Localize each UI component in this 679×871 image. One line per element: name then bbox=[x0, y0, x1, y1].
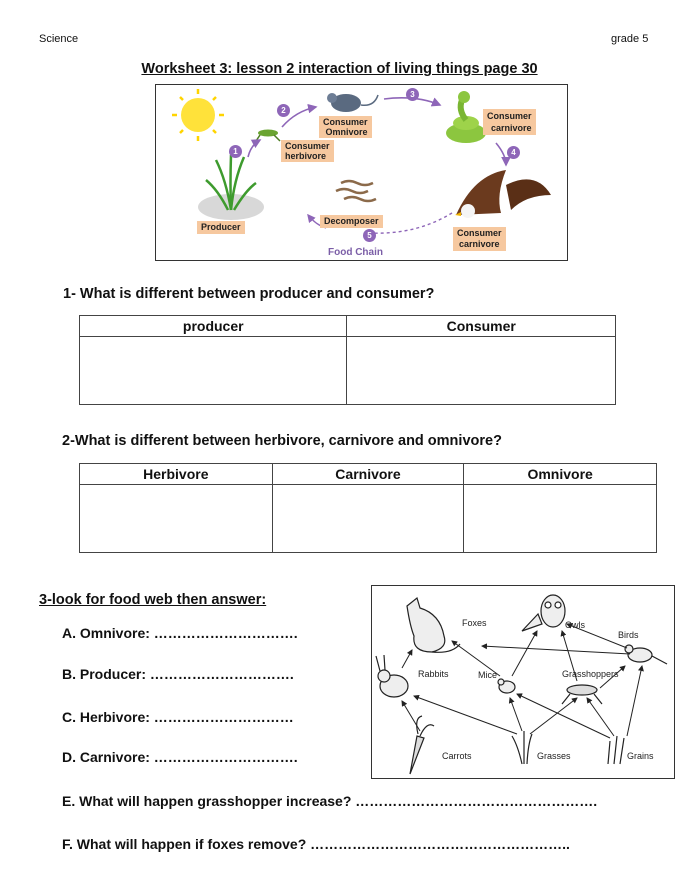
worksheet-title: Worksheet 3: lesson 2 interaction of living things page 30 bbox=[141, 61, 538, 77]
answer-c-herbivore: C. Herbivore: ………………………… bbox=[62, 709, 294, 725]
consumer-omnivore-label bbox=[319, 116, 372, 138]
web-label-rabbits: Rabbits bbox=[418, 669, 449, 679]
q2-answer-omnivore[interactable] bbox=[464, 485, 657, 553]
subject-label: Science bbox=[39, 33, 79, 45]
grass-icon bbox=[512, 731, 532, 764]
food-web-figure bbox=[371, 585, 675, 779]
fox-icon bbox=[407, 598, 460, 652]
question-2: 2-What is different between herbivore, carnivore and omnivore? bbox=[62, 433, 502, 449]
grasshopper-icon bbox=[256, 130, 280, 142]
grain-icon bbox=[608, 736, 624, 764]
producer-label: Producer bbox=[197, 221, 245, 234]
food-chain-caption: Food Chain bbox=[328, 247, 383, 258]
web-label-grains: Grains bbox=[627, 751, 654, 761]
web-label-foxes: Foxes bbox=[462, 618, 487, 628]
carrot-icon bbox=[410, 716, 434, 774]
web-label-mice: Mice bbox=[478, 670, 498, 680]
mouse-icon bbox=[498, 679, 515, 693]
consumer-carnivore-2-line2: carnivore bbox=[458, 239, 500, 249]
food-web-drawing bbox=[372, 586, 674, 778]
consumer-omnivore-line1: Consumer bbox=[323, 117, 368, 127]
bird-icon bbox=[625, 645, 667, 664]
q2-answer-carnivore[interactable] bbox=[272, 485, 464, 553]
rabbit-icon bbox=[376, 655, 408, 697]
q1-answer-consumer[interactable] bbox=[347, 337, 616, 405]
question-e-grasshopper: E. What will happen grasshopper increase? ……………………………………………. bbox=[62, 793, 598, 809]
web-label-carrots: Carrots bbox=[442, 751, 472, 761]
q1-header-producer: producer bbox=[80, 316, 347, 337]
worms-icon bbox=[336, 181, 376, 201]
snake-icon bbox=[446, 91, 486, 143]
answer-d-carnivore: D. Carnivore: …………………………. bbox=[62, 749, 298, 765]
eagle-icon bbox=[455, 170, 551, 218]
step-1-badge: 1 bbox=[229, 145, 242, 158]
food-chain-figure bbox=[155, 84, 568, 261]
decomposer-label: Decomposer bbox=[320, 215, 383, 228]
step-4-badge: 4 bbox=[507, 146, 520, 159]
consumer-carnivore-line1: Consumer bbox=[487, 111, 532, 121]
grass-icon bbox=[198, 155, 264, 220]
step-5-badge: 5 bbox=[363, 229, 376, 242]
q2-header-carnivore: Carnivore bbox=[272, 464, 464, 485]
q2-header-herbivore: Herbivore bbox=[80, 464, 273, 485]
web-label-owls: Owls bbox=[565, 620, 585, 630]
answer-b-producer: B. Producer: …………………………. bbox=[62, 666, 294, 682]
owl-icon bbox=[522, 595, 565, 631]
consumer-herbivore-line1: Consumer bbox=[285, 141, 330, 151]
sun-icon bbox=[172, 89, 224, 141]
question-1: 1- What is different between producer and consumer? bbox=[63, 286, 435, 302]
web-label-birds: Birds bbox=[618, 630, 639, 640]
consumer-omnivore-line2: Omnivore bbox=[325, 127, 368, 137]
q1-table bbox=[79, 315, 616, 405]
consumer-herbivore-line2: herbivore bbox=[285, 151, 327, 161]
grasshopper-icon bbox=[562, 685, 602, 704]
step-3-badge: 3 bbox=[406, 88, 419, 101]
consumer-carnivore-2-line1: Consumer bbox=[457, 228, 502, 238]
answer-a-omnivore: A. Omnivore: …………………………. bbox=[62, 625, 298, 641]
q2-table bbox=[79, 463, 657, 553]
grade-label: grade 5 bbox=[611, 33, 649, 45]
web-label-grasses: Grasses bbox=[537, 751, 571, 761]
consumer-carnivore-label bbox=[483, 109, 536, 135]
q2-answer-herbivore[interactable] bbox=[80, 485, 273, 553]
web-label-grasshoppers: Grasshoppers bbox=[562, 669, 619, 679]
q1-answer-producer[interactable] bbox=[80, 337, 347, 405]
question-3-heading: 3-look for food web then answer: bbox=[39, 592, 267, 608]
consumer-herbivore-label bbox=[281, 140, 334, 162]
consumer-carnivore-line2: carnivore bbox=[490, 123, 532, 133]
q2-header-omnivore: Omnivore bbox=[464, 464, 657, 485]
step-2-badge: 2 bbox=[277, 104, 290, 117]
mouse-icon bbox=[327, 93, 378, 112]
consumer-carnivore-2-label bbox=[453, 227, 506, 251]
question-f-foxes: F. What will happen if foxes remove? ……………………………………………….. bbox=[62, 836, 570, 852]
q1-header-consumer: Consumer bbox=[347, 316, 616, 337]
